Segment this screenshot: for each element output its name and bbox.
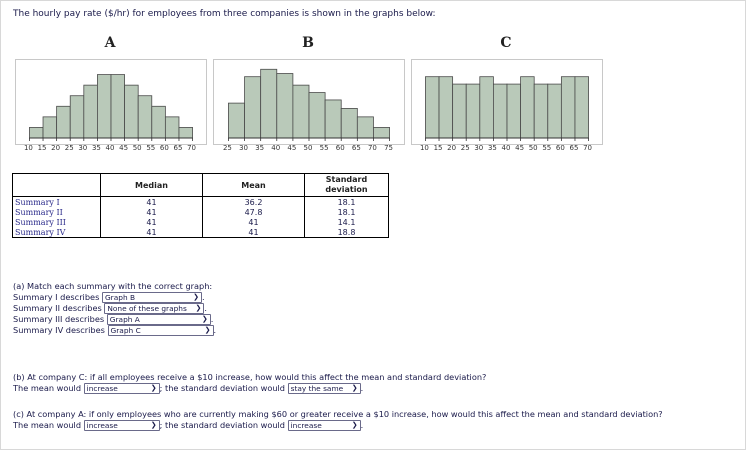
graph-c-bar-35 [493,84,507,138]
chevron-down-icon: ❯ [150,384,157,392]
graph-a-bar-45 [125,85,139,138]
part-b-answer-line: The mean would increase ❯ ; the standard deviation would stay the same ❯ . [13,383,364,393]
part-c-sd-text: ; the standard deviation would [159,420,285,430]
graph-c-box [411,59,603,145]
graph-a-plot [16,60,206,144]
graph-a-bar-35 [97,75,111,138]
table-header-blank [13,174,101,197]
chevron-down-icon: ❯ [351,421,358,429]
summary-i-mean: 36.2 [203,197,305,208]
graph-a-title: A [104,35,116,51]
part-a-line-2-text: Summary II describes [13,303,102,313]
graph-c-tick-label-15: 15 [433,144,443,152]
part-b-sd-value: stay the same [290,384,344,393]
graph-b-panel [213,33,403,153]
summary-iii-label: Summary III [13,217,101,227]
part-b-mean-select[interactable] [84,383,160,394]
graph-b-box [213,59,405,145]
part-c-mean-select[interactable] [84,420,160,431]
graph-a-bar-30 [84,85,98,138]
summary-i-label: Summary I [13,197,101,208]
graph-c-bar-55 [548,84,562,138]
summary-iii-median: 41 [101,217,203,227]
summary-iv-median: 41 [101,227,203,238]
graph-a-tick-label-20: 20 [51,144,61,152]
graph-a-bar-10 [29,127,43,138]
graph-b-tick-label-25: 25 [222,144,232,152]
part-c-answer-line: The mean would increase ❯ ; the standard deviation would increase ❯ . [13,420,364,430]
graph-a-tick-label-10: 10 [23,144,33,152]
graph-b-bar-65 [357,117,373,138]
graph-a-tick-label-35: 35 [91,144,101,152]
table-header-sd-line1: Standard [325,175,368,184]
chevron-down-icon: ❯ [193,293,199,301]
table-row [13,197,389,208]
graph-a-bar-20 [57,106,71,138]
table-header-sd-line2: deviation [325,185,368,194]
graph-c-tick-label-30: 30 [474,144,484,152]
chevron-down-icon: ❯ [150,421,157,429]
graph-c-bar-10 [425,77,439,138]
part-c-prompt: (c) At company A: if only employees who are currently making $60 or greater receive a $10 increase, how would this affect the mean and standard deviation? [13,409,663,419]
graph-a-bar-60 [165,117,179,138]
graph-b-title: B [302,35,314,51]
graph-b-bar-70 [373,127,389,138]
graph-b-tick-label-40: 40 [271,144,281,152]
table-row [13,207,389,217]
table-header-mean: Mean [203,174,305,197]
summary-ii-graph-select[interactable] [104,303,204,314]
part-b [13,372,486,394]
graph-c-tick-label-55: 55 [542,144,552,152]
graph-c-title: C [500,35,512,51]
part-a-line-3-text: Summary III describes [13,314,105,324]
graph-b-bar-60 [341,108,357,138]
graph-c-bar-15 [439,77,453,138]
graph-c-bar-20 [453,84,467,138]
graph-c-tick-label-50: 50 [528,144,538,152]
graph-c-bar-40 [507,84,521,138]
graph-a-tick-label-25: 25 [64,144,74,152]
summary-iii-graph-select[interactable] [107,314,211,325]
graph-b-tick-label-60: 60 [335,144,345,152]
summary-i-graph-select[interactable] [102,292,202,303]
graph-a-bar-40 [111,75,125,138]
graph-c-tick-label-40: 40 [501,144,511,152]
graph-a-tick-label-70: 70 [187,144,197,152]
graph-b-tick-label-55: 55 [319,144,329,152]
table-header-sd [305,174,389,197]
graph-a-tick-label-30: 30 [78,144,88,152]
graph-c-bar-60 [561,77,575,138]
part-a-line-2: Summary II describes None of these graphs ❯ . [13,303,207,313]
summary-iv-sd: 18.8 [305,227,389,238]
table-header-median: Median [101,174,203,197]
summary-iv-label: Summary IV [13,227,101,238]
table-row [13,217,389,227]
chevron-down-icon: ❯ [195,304,202,312]
part-b-mean-text: The mean would [13,383,82,393]
chevron-down-icon: ❯ [351,384,358,392]
part-c-mean-text: The mean would [13,420,82,430]
graph-a-bar-55 [152,106,166,138]
part-a-line-4-text: Summary IV describes [13,325,105,335]
graph-c-bar-50 [534,84,548,138]
graph-a-panel [15,33,205,153]
part-c-mean-value: increase [86,421,118,430]
graph-a-xticks [15,144,205,154]
summary-iii-sd: 14.1 [305,217,389,227]
graph-b-plot [214,60,404,144]
graph-c-xticks [411,144,601,154]
graph-b-tick-label-70: 70 [367,144,377,152]
graph-a-tick-label-45: 45 [119,144,129,152]
summary-ii-graph-value: None of these graphs [107,304,187,313]
graph-a-bar-25 [70,96,84,138]
graph-c-bar-45 [521,77,535,138]
graph-b-xticks [213,144,403,154]
graph-a-bar-65 [179,127,193,138]
table-header-row [13,174,389,197]
summary-iv-graph-select[interactable] [108,325,214,336]
part-b-sd-select[interactable] [288,383,361,394]
graph-b-bar-55 [325,100,341,138]
table-row [13,227,389,238]
summary-ii-median: 41 [101,207,203,217]
graph-b-bar-25 [228,103,244,138]
part-a [13,281,216,336]
graph-b-bar-40 [277,74,293,138]
part-b-prompt: (b) At company C: if all employees receive a $10 increase, how would this affect the mean and standard deviation? [13,372,487,382]
graph-b-bar-30 [245,77,261,138]
graph-a-tick-label-15: 15 [37,144,47,152]
graph-b-bar-35 [261,69,277,138]
graph-c-bar-25 [466,84,480,138]
graph-a-tick-label-50: 50 [132,144,142,152]
graph-b-bar-50 [309,93,325,138]
part-a-line-1: Summary I describes Graph B ❯ . [13,292,205,302]
summary-i-median: 41 [101,197,203,208]
graph-a-tick-label-65: 65 [173,144,183,152]
part-a-line-4: Summary IV describes Graph C ❯ . [13,325,217,335]
graph-b-tick-label-35: 35 [255,144,265,152]
part-c-sd-value: increase [290,421,322,430]
summary-iv-mean: 41 [203,227,305,238]
graph-b-tick-label-30: 30 [239,144,249,152]
summary-iv-graph-value: Graph C [110,326,141,335]
graph-c-tick-label-60: 60 [555,144,565,152]
graph-b-tick-label-50: 50 [303,144,313,152]
graph-a-bar-15 [43,117,57,138]
graph-b-tick-label-75: 75 [384,144,394,152]
chevron-down-icon: ❯ [204,326,211,334]
graph-c-tick-label-65: 65 [569,144,579,152]
graph-c-panel [411,33,601,153]
graph-a-box [15,59,207,145]
summary-i-graph-value: Graph B [104,293,136,302]
summary-ii-label: Summary II [13,207,101,217]
part-a-prompt: (a) Match each summary with the correct graph: [13,281,213,291]
graph-a-bar-50 [138,96,152,138]
summary-iii-mean: 41 [203,217,305,227]
summary-ii-mean: 47.8 [203,207,305,217]
graph-c-tick-label-35: 35 [487,144,497,152]
chevron-down-icon: ❯ [201,315,208,323]
summary-ii-sd: 18.1 [305,207,389,217]
graph-c-tick-label-70: 70 [583,144,593,152]
intro-text: The hourly pay rate ($/hr) for employees from three companies is shown in the graphs below: [13,9,436,19]
part-a-line-1-text: Summary I describes [13,292,100,302]
graph-a-tick-label-55: 55 [146,144,156,152]
graph-b-tick-label-45: 45 [287,144,297,152]
part-b-mean-value: increase [86,384,118,393]
part-c-sd-select[interactable] [288,420,361,431]
graph-c-tick-label-45: 45 [515,144,525,152]
graph-b-bar-45 [293,85,309,138]
graph-a-tick-label-60: 60 [159,144,169,152]
graph-c-bar-30 [480,77,494,138]
summary-i-sd: 18.1 [305,197,389,208]
summary-table [12,173,389,238]
graph-c-tick-label-25: 25 [460,144,470,152]
graph-c-bar-65 [575,77,589,138]
graph-c-tick-label-10: 10 [419,144,429,152]
part-a-line-3: Summary III describes Graph A ❯ . [13,314,214,324]
part-b-sd-text: ; the standard deviation would [159,383,285,393]
graph-c-tick-label-20: 20 [447,144,457,152]
part-c [13,409,663,431]
graph-c-plot [412,60,602,144]
summary-iii-graph-value: Graph A [109,315,140,324]
graph-b-tick-label-65: 65 [351,144,361,152]
graph-a-tick-label-40: 40 [105,144,115,152]
